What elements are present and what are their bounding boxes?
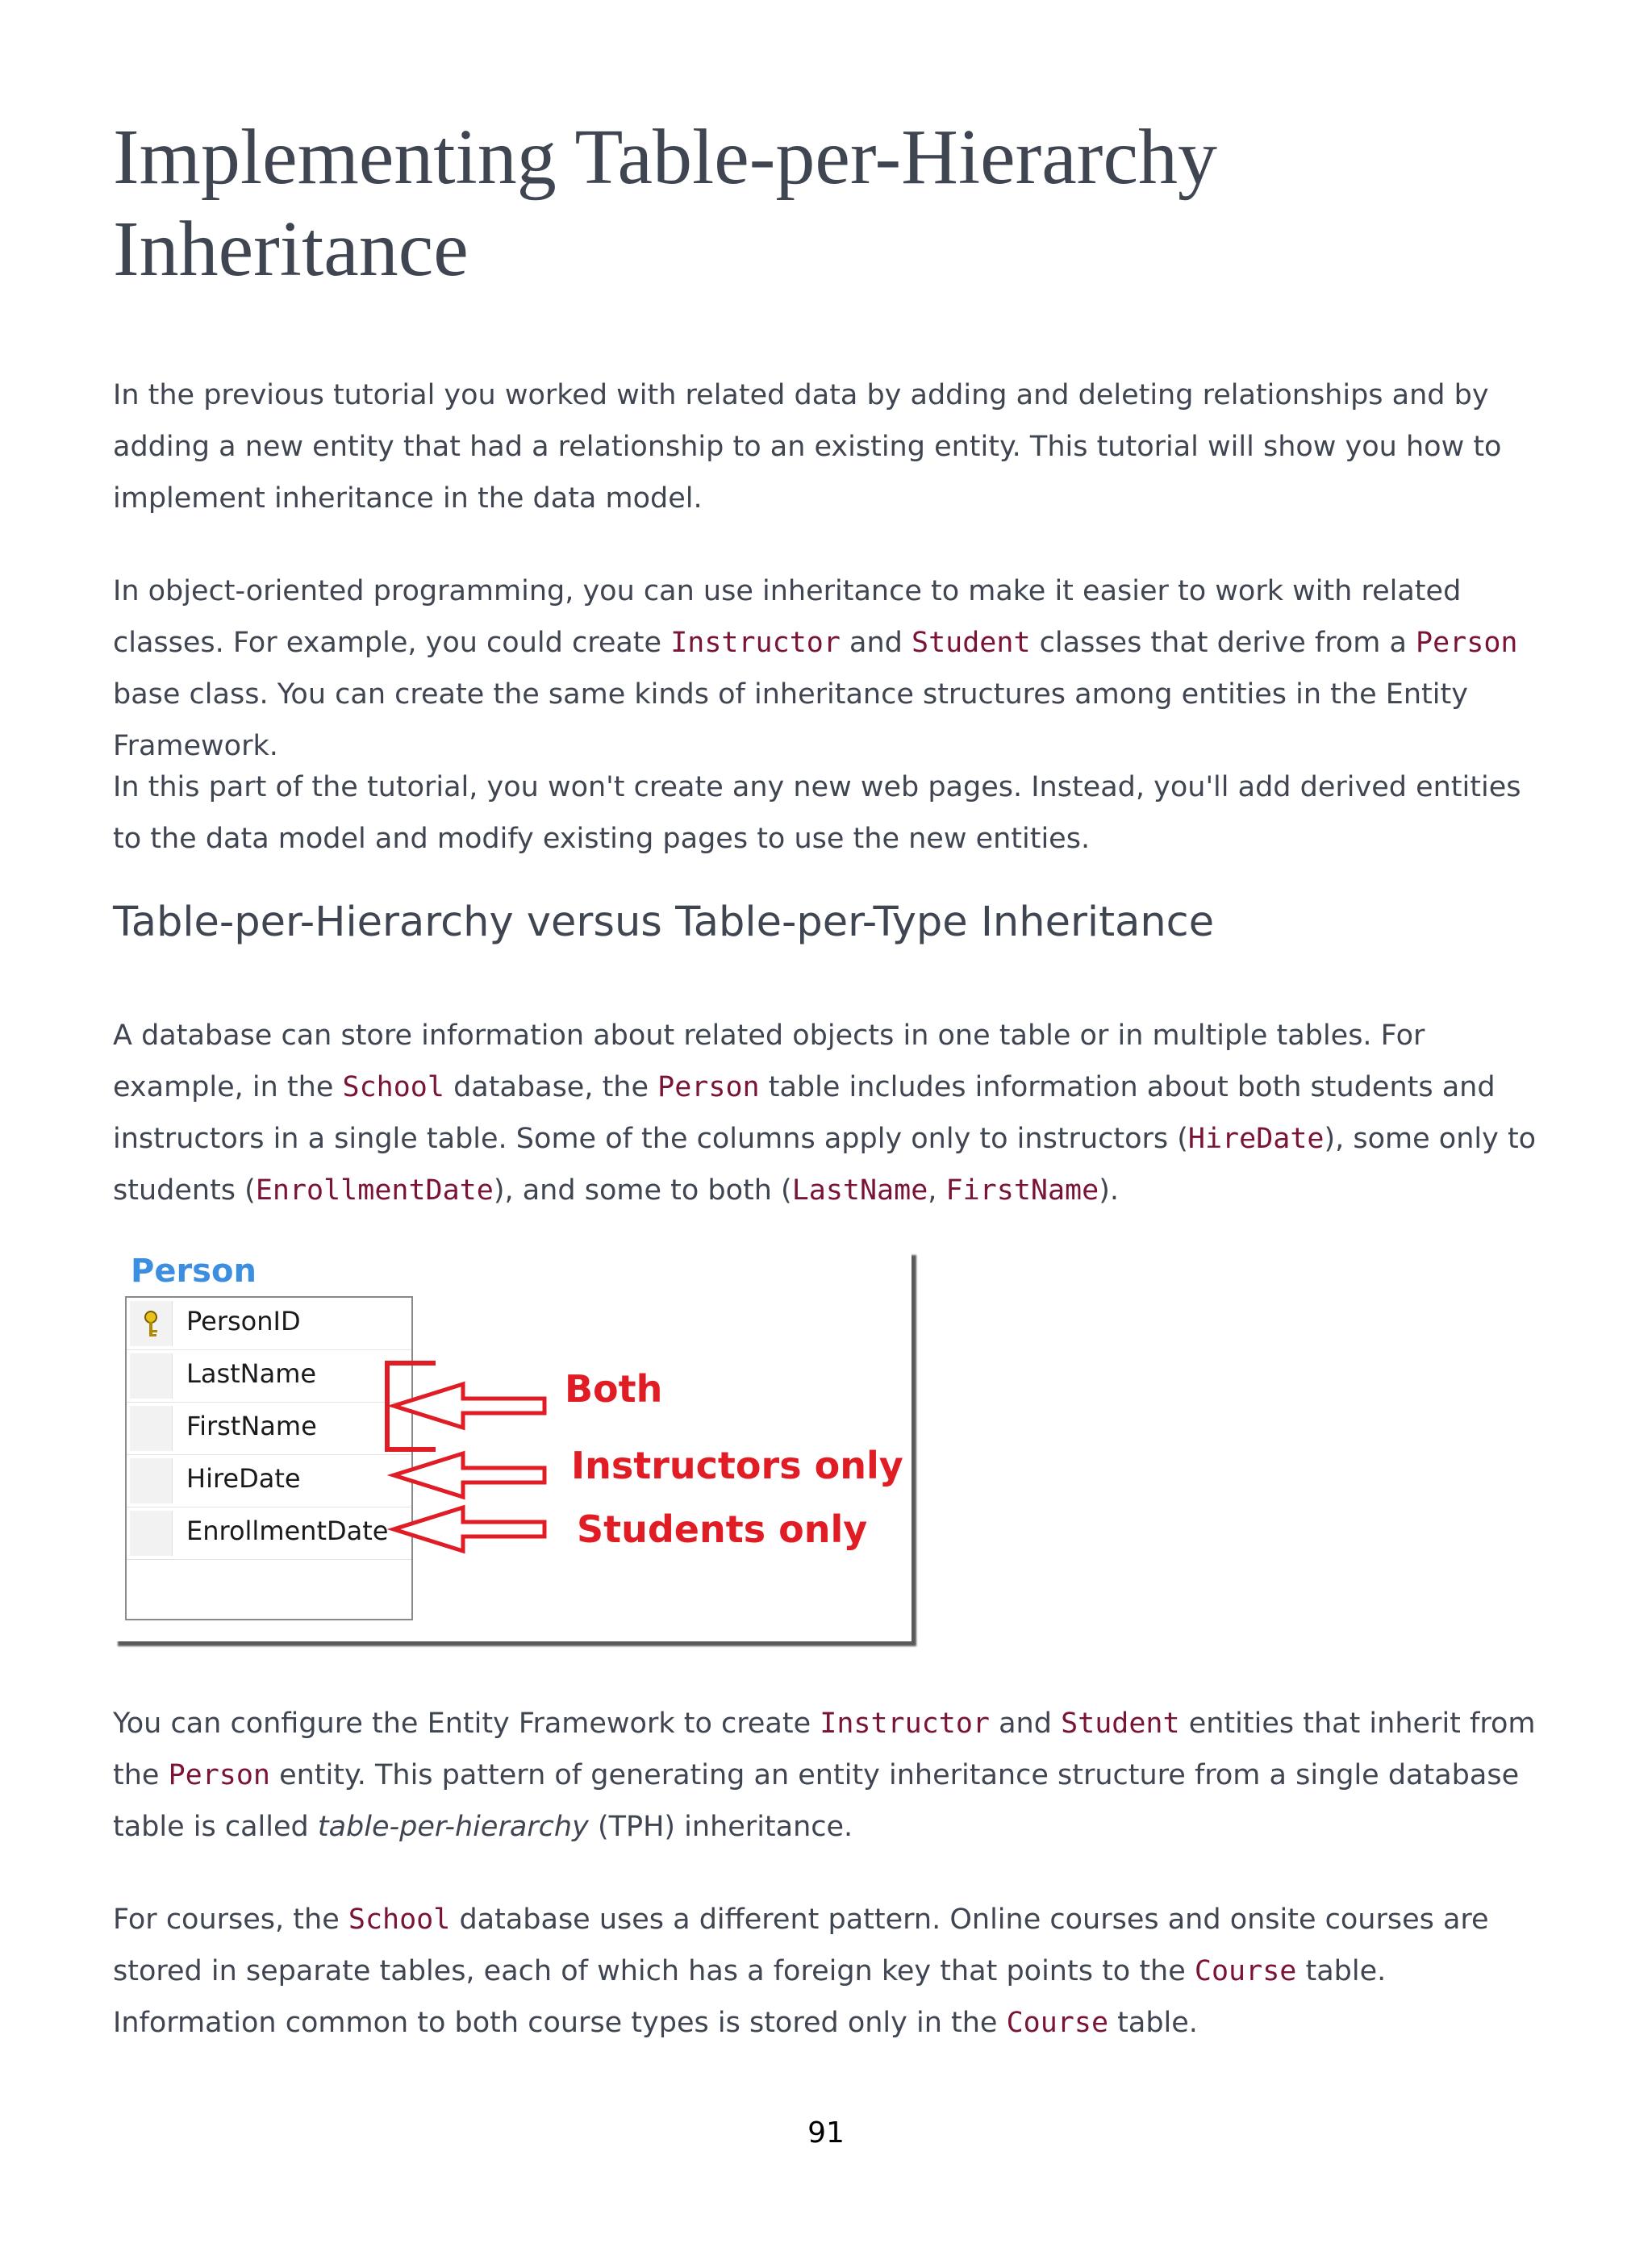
text-run: entity. This pattern of generating an entity inheritance structure from a single database table is called: [113, 1759, 1520, 1843]
column-name: HireDate: [186, 1463, 301, 1494]
page-title: Implementing Table-per-Hierarchy Inheritance: [113, 114, 1217, 293]
text-run: ).: [1099, 1174, 1119, 1207]
text-run: ), and some to both (: [493, 1174, 792, 1207]
code-student: Student: [1061, 1708, 1180, 1740]
arrow-icon: [394, 1384, 544, 1428]
code-hiredate: HireDate: [1187, 1123, 1325, 1155]
term-table-per-hierarchy: table-per-hierarchy: [317, 1811, 589, 1843]
arrow-icon: [394, 1507, 544, 1551]
intro-paragraph-3: In this part of the tutorial, you won't create any new web pages. Instead, you'll add derived entities to the data model and modify existing pages to use the new entities.: [113, 771, 1521, 855]
text-run: table includes information about both students and instructors in a single table. Some of the columns apply only to instructors (: [113, 1071, 1496, 1155]
column-name: FirstName: [186, 1411, 317, 1441]
code-person: Person: [168, 1759, 271, 1791]
text-run: database, the: [444, 1071, 658, 1103]
section-paragraph-1: [113, 1010, 1549, 1216]
text-run: A database can store information about related objects in one table or in multiple tables. For example, in the: [113, 1020, 1425, 1103]
text-run: In object-oriented programming, you can use inheritance to make it easier to work with related classes. For example, you could create: [113, 575, 1462, 659]
code-person: Person: [1416, 627, 1518, 659]
page-number: 91: [807, 2116, 845, 2150]
section-paragraph-2: [113, 1698, 1549, 1853]
label-both: Both: [565, 1367, 663, 1411]
code-course: Course: [1194, 1955, 1297, 1987]
text-run: table. Information common to both course types is stored only in the: [113, 1955, 1387, 2039]
intro-paragraph-1: In the previous tutorial you worked with related data by adding and deleting relationships and by adding a new entity that had a relationship to an existing entity. This tutorial will show you how to implement inheritance in the data model.: [113, 379, 1502, 515]
text-run: (TPH) inheritance.: [588, 1811, 853, 1843]
label-instructors-only: Instructors only: [571, 1444, 903, 1487]
bracket-bottom: [387, 1422, 436, 1449]
code-firstname: FirstName: [945, 1174, 1099, 1207]
code-student: Student: [912, 627, 1031, 659]
code-enrollmentdate: EnrollmentDate: [255, 1174, 494, 1207]
text-run: For courses, the: [113, 1903, 348, 1936]
text-run: base class. You can create the same kinds of inheritance structures among entities in the Entity Framework.: [113, 678, 1468, 762]
code-instructor: Instructor: [820, 1708, 990, 1740]
intro-paragraph-2: [113, 565, 1549, 772]
code-school: School: [348, 1903, 451, 1936]
code-course: Course: [1006, 2007, 1109, 2039]
label-students-only: Students only: [577, 1507, 868, 1551]
code-instructor: Instructor: [670, 627, 841, 659]
text-run: ), some only to students (: [113, 1123, 1537, 1207]
text-run: You can configure the Entity Framework to create: [113, 1708, 820, 1740]
column-name: LastName: [186, 1358, 317, 1389]
text-run: and: [989, 1708, 1062, 1740]
column-name: EnrollmentDate: [186, 1516, 389, 1546]
text-run: database uses a different pattern. Online courses and onsite courses are stored in separate tables, each of which has a foreign key that points to the: [113, 1903, 1489, 1987]
section-heading: Table-per-Hierarchy versus Table-per-Type Inheritance: [113, 899, 1215, 946]
text-run: ,: [928, 1174, 946, 1207]
column-name: PersonID: [186, 1306, 301, 1336]
section-paragraph-3: [113, 1894, 1549, 2049]
code-lastname: LastName: [791, 1174, 928, 1207]
text-run: and: [840, 627, 912, 659]
code-person: Person: [657, 1071, 760, 1103]
figure-table-name: Person: [131, 1253, 257, 1290]
arrow-icon: [394, 1453, 544, 1497]
text-run: table.: [1108, 2007, 1198, 2039]
text-run: entities that inherit from the: [113, 1708, 1536, 1791]
code-school: School: [342, 1071, 444, 1103]
person-table-figure: [113, 1250, 912, 1641]
text-run: classes that derive from a: [1030, 627, 1416, 659]
